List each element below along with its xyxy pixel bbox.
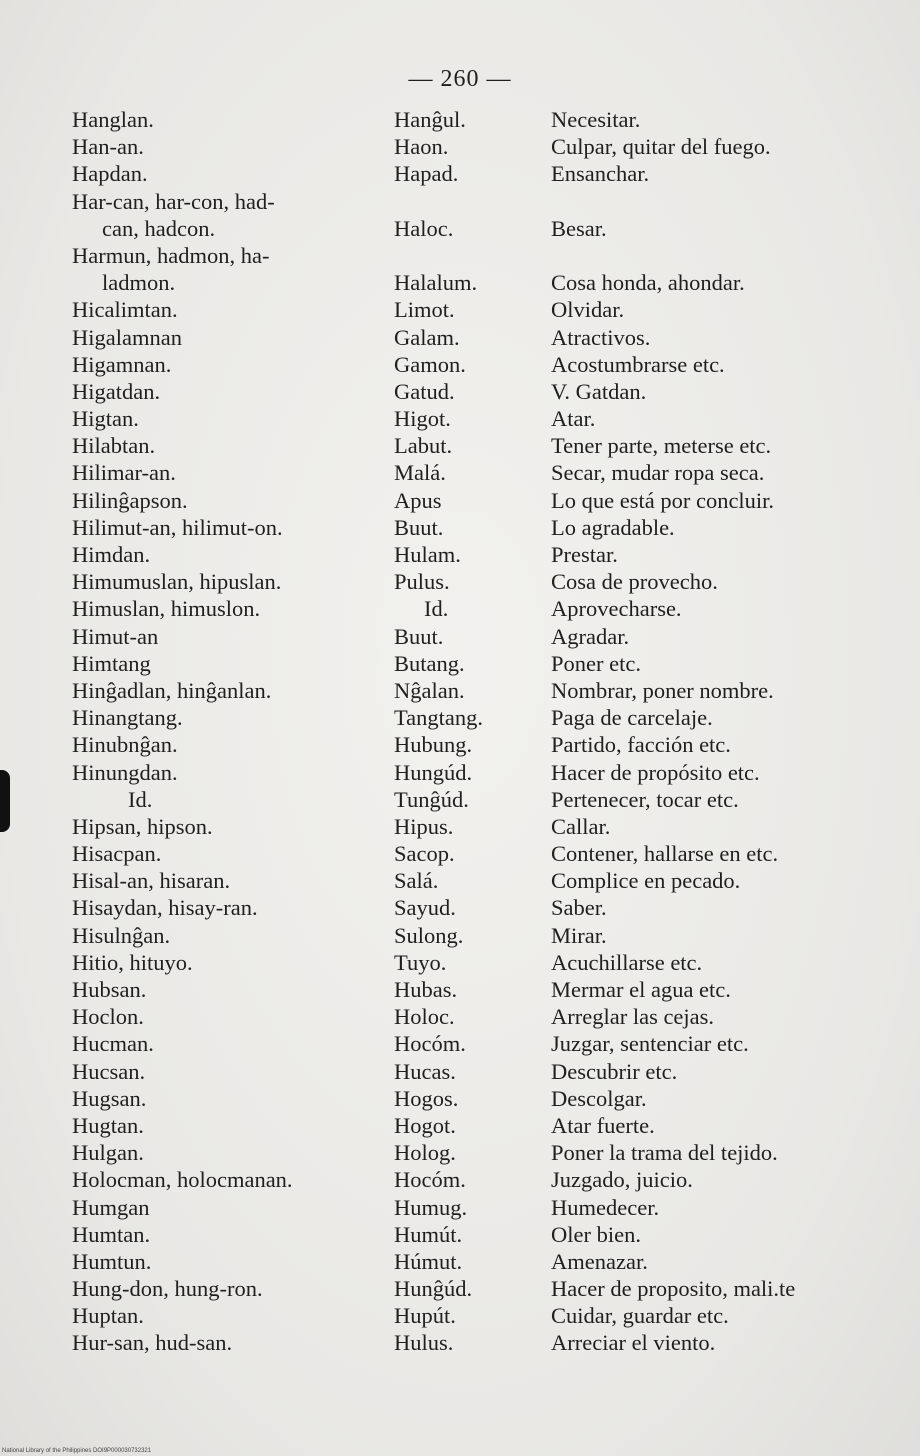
entry-definition: Culpar, quitar del fuego.: [551, 134, 771, 160]
entry-root-word: Butang.: [394, 650, 465, 676]
footer-credit: National Library of the Philippines DOI9P000030732321: [2, 1448, 152, 1454]
entry-term: [72, 867, 372, 894]
entry-term: [72, 922, 372, 949]
entry-term: [72, 541, 372, 568]
dictionary-entry: [0, 677, 920, 704]
entry-term: [72, 1003, 372, 1030]
entry-definition: Besar.: [551, 215, 607, 241]
entry-definition: Prestar.: [551, 542, 618, 568]
entry-root-word: Hanĝul.: [394, 107, 466, 132]
dictionary-entry: [0, 296, 920, 323]
entry-term-text: Hilimut-an, hilimut-on.: [72, 514, 283, 540]
entry-root-word: Hubung.: [394, 732, 473, 758]
dictionary-entry: [0, 1085, 920, 1112]
entry-root-word: Humút.: [394, 1221, 463, 1247]
entry-term: [72, 894, 372, 921]
entry-root-word: Nĝalan.: [394, 677, 465, 703]
entry-term: [72, 405, 372, 432]
entry-root-word: Galam.: [394, 324, 460, 350]
dictionary-entry: [0, 759, 920, 786]
dictionary-entry: [0, 1248, 920, 1275]
entry-term-text: Holocman, holocmanan.: [72, 1167, 293, 1193]
entry-definition: Aprovecharse.: [551, 596, 682, 622]
entry-term: [72, 160, 372, 187]
dictionary-entry: [0, 786, 920, 813]
entry-definition: Complice en pecado.: [551, 868, 741, 894]
entry-root-word: Tuyo.: [394, 949, 447, 975]
entry-term: [72, 242, 372, 296]
entry-definition: Ensanchar.: [551, 161, 650, 187]
entry-term-text: Hisacpan.: [72, 841, 162, 867]
entry-term-text: Humgan: [72, 1194, 150, 1220]
entry-term: [72, 1166, 372, 1193]
entry-term-text: Himuslan, himuslon.: [72, 596, 261, 622]
dictionary-entry: [0, 160, 920, 187]
entry-term: [72, 595, 372, 622]
dictionary-entry: [0, 1030, 920, 1057]
entry-definition: Arreciar el viento.: [551, 1330, 716, 1356]
entry-root-word: Buut.: [394, 623, 444, 649]
entry-root-word: Limot.: [394, 297, 455, 323]
entry-term-text: Hucman.: [72, 1031, 154, 1057]
entry-definition: Juzgado, juicio.: [551, 1167, 693, 1193]
dictionary-entry: [0, 704, 920, 731]
entry-definition: Cosa honda, ahondar.: [551, 270, 745, 296]
entry-term: [72, 296, 372, 323]
entry-root-word: Hulus.: [394, 1330, 454, 1356]
entry-term-text: Hilabtan.: [72, 433, 156, 459]
entry-root-word: Hupút.: [394, 1303, 456, 1329]
dictionary-entry: [0, 1329, 920, 1356]
entry-term-text: Hugsan.: [72, 1085, 147, 1111]
entry-definition: Juzgar, sentenciar etc.: [551, 1031, 749, 1057]
entry-term: [72, 623, 372, 650]
entry-root-word: Tunĝúd.: [394, 786, 469, 812]
entry-definition: Secar, mudar ropa seca.: [551, 460, 765, 486]
entry-definition: Acuchillarse etc.: [551, 949, 703, 975]
entry-term-text: Hicalimtan.: [72, 297, 178, 323]
entry-definition: Atar.: [551, 406, 596, 432]
entry-term-text: Id.: [128, 786, 153, 812]
entry-root-word: Id.: [424, 596, 449, 622]
dictionary-entry: [0, 324, 920, 351]
entry-definition: Callar.: [551, 813, 611, 839]
entry-term: [72, 949, 372, 976]
dictionary-entry: [0, 1058, 920, 1085]
entry-term-text: Himtang: [72, 650, 151, 676]
dictionary-entry: [0, 242, 920, 296]
entry-definition: Lo que está por concluir.: [551, 487, 775, 513]
entry-term: [72, 813, 372, 840]
entry-term-text: Hilinĝapson.: [72, 487, 188, 513]
entry-definition: Acostumbrarse etc.: [551, 351, 725, 377]
entry-root-word: Labut.: [394, 433, 453, 459]
entry-term: [72, 1194, 372, 1221]
entry-term-continuation: ladmon.: [102, 270, 176, 296]
entry-definition: Oler bien.: [551, 1221, 641, 1247]
entry-term: [72, 1275, 372, 1302]
entry-definition: Partido, facción etc.: [551, 732, 731, 758]
entry-term: [72, 514, 372, 541]
entry-term-text: Hinangtang.: [72, 705, 183, 731]
entry-root-word: Malá.: [394, 460, 446, 486]
entry-definition: Saber.: [551, 895, 607, 921]
dictionary-entry: [0, 922, 920, 949]
entry-definition: Arreglar las cejas.: [551, 1004, 715, 1030]
dictionary-entry: [0, 1166, 920, 1193]
dictionary-entry: [0, 949, 920, 976]
entry-term-text: Hucsan.: [72, 1058, 146, 1084]
entry-root-word: Apus: [394, 487, 442, 513]
entry-root-word: Hungúd.: [394, 759, 473, 785]
entry-term: [128, 786, 428, 813]
entry-definition: Necesitar.: [551, 107, 641, 132]
entry-term: [72, 677, 372, 704]
dictionary-entry: [0, 867, 920, 894]
entry-term: [72, 487, 372, 514]
entry-root-word: Hubas.: [394, 977, 458, 1003]
entry-term: [72, 1085, 372, 1112]
entry-term-text: Higtan.: [72, 406, 139, 432]
page-number: — 260 —: [408, 66, 512, 92]
entry-term: [72, 704, 372, 731]
entry-root-word: Hogos.: [394, 1085, 459, 1111]
entry-root-word: Holoc.: [394, 1004, 455, 1030]
entry-term-text: Hur-san, hud-san.: [72, 1330, 233, 1356]
dictionary-entry: [0, 432, 920, 459]
entry-root-word: Hocóm.: [394, 1031, 466, 1057]
entry-term: [72, 568, 372, 595]
entry-definition: Lo agradable.: [551, 514, 675, 540]
entry-term-text: Hisaydan, hisay-ran.: [72, 895, 258, 921]
entry-term: [72, 1139, 372, 1166]
entry-root-word: Halalum.: [394, 270, 478, 296]
dictionary-entry: [0, 1221, 920, 1248]
dictionary-entry: [0, 976, 920, 1003]
entry-definition: Cosa de provecho.: [551, 569, 718, 595]
dictionary-entries: [0, 106, 920, 1357]
dictionary-entry: [0, 623, 920, 650]
entry-term-text: Hinubnĝan.: [72, 732, 178, 758]
entry-root-word: Higot.: [394, 406, 451, 432]
entry-term-text: Higatdan.: [72, 378, 161, 404]
entry-root-word: Pulus.: [394, 569, 450, 595]
entry-term-text: Hugtan.: [72, 1112, 144, 1138]
dictionary-entry: [0, 378, 920, 405]
entry-root-word: Sayud.: [394, 895, 456, 921]
entry-term: [72, 1221, 372, 1248]
dictionary-entry: [0, 1112, 920, 1139]
entry-root-word: Haon.: [394, 134, 449, 160]
dictionary-entry: [0, 813, 920, 840]
entry-term: [72, 1302, 372, 1329]
entry-term-text: Han-an.: [72, 134, 144, 160]
entry-term: [72, 378, 372, 405]
entry-root-word: Salá.: [394, 868, 439, 894]
entry-term-text: Humtun.: [72, 1248, 152, 1274]
entry-term-text: Hoclon.: [72, 1004, 144, 1030]
dictionary-entry: [0, 541, 920, 568]
entry-root-word: Haloc.: [394, 215, 454, 241]
entry-definition: Contener, hallarse en etc.: [551, 841, 779, 867]
entry-term-text: Hitio, hituyo.: [72, 949, 193, 975]
entry-term-text: Higalamnan: [72, 324, 182, 350]
dictionary-entry: [0, 459, 920, 486]
entry-root-word: Hunĝúd.: [394, 1276, 473, 1302]
entry-term: [72, 1329, 372, 1356]
entry-term: [72, 432, 372, 459]
entry-root-word: Humug.: [394, 1194, 468, 1220]
entry-term-text: Hisulnĝan.: [72, 922, 171, 948]
entry-term-text: Hubsan.: [72, 977, 147, 1003]
entry-term-continuation: can, hadcon.: [102, 215, 216, 241]
entry-term-text: Hung-don, hung-ron.: [72, 1276, 263, 1302]
dictionary-entry: [0, 894, 920, 921]
entry-term-text: Huptan.: [72, 1303, 144, 1329]
entry-definition: Atar fuerte.: [551, 1112, 655, 1138]
entry-root-word: Hocóm.: [394, 1167, 466, 1193]
entry-term-text: Humtan.: [72, 1221, 151, 1247]
entry-definition: Descubrir etc.: [551, 1058, 678, 1084]
entry-root-word: Sacop.: [394, 841, 455, 867]
entry-definition: V. Gatdan.: [551, 378, 647, 404]
entry-term: [72, 106, 372, 133]
entry-definition: Hacer de proposito, mali.te: [551, 1276, 796, 1302]
dictionary-entry: [0, 1302, 920, 1329]
entry-term: [72, 976, 372, 1003]
entry-root-word: Sulong.: [394, 922, 464, 948]
dictionary-entry: [0, 595, 920, 622]
entry-term-text: Hipsan, hipson.: [72, 813, 213, 839]
entry-definition: Tener parte, meterse etc.: [551, 433, 772, 459]
entry-root-word: Hucas.: [394, 1058, 456, 1084]
entry-root-word: Buut.: [394, 514, 444, 540]
entry-term-text: Hinungdan.: [72, 759, 178, 785]
entry-term-text: Hapdan.: [72, 161, 148, 187]
entry-definition: Mirar.: [551, 922, 607, 948]
dictionary-entry: [0, 731, 920, 758]
entry-root-word: Gamon.: [394, 351, 466, 377]
entry-term-text: Hilimar-an.: [72, 460, 176, 486]
dictionary-entry: [0, 514, 920, 541]
entry-definition: Descolgar.: [551, 1085, 647, 1111]
entry-definition: Atractivos.: [551, 324, 651, 350]
entry-root-word: Hapad.: [394, 161, 459, 187]
entry-term: [72, 351, 372, 378]
entry-term: [72, 133, 372, 160]
entry-definition: Nombrar, poner nombre.: [551, 677, 774, 703]
dictionary-entry: [0, 840, 920, 867]
entry-term: [72, 1030, 372, 1057]
entry-definition: Olvidar.: [551, 297, 625, 323]
entry-root-word: Gatud.: [394, 378, 455, 404]
entry-term-text: Hinĝadlan, hinĝanlan.: [72, 677, 272, 703]
entry-root-word: Hogot.: [394, 1112, 456, 1138]
dictionary-entry: [0, 1139, 920, 1166]
dictionary-entry: [0, 568, 920, 595]
entry-term: [72, 1112, 372, 1139]
entry-term: [72, 840, 372, 867]
entry-term: [72, 324, 372, 351]
entry-definition: Poner etc.: [551, 650, 641, 676]
dictionary-entry: [0, 351, 920, 378]
entry-term-text: Hulgan.: [72, 1140, 144, 1166]
entry-definition: Mermar el agua etc.: [551, 977, 731, 1003]
dictionary-entry: [0, 1003, 920, 1030]
entry-term-text: Himut-an: [72, 623, 159, 649]
dictionary-entry: [0, 1194, 920, 1221]
entry-term: [72, 188, 372, 242]
entry-root-word: Hulam.: [394, 542, 461, 568]
entry-term: [72, 1248, 372, 1275]
entry-definition: Agradar.: [551, 623, 630, 649]
entry-term: [72, 759, 372, 786]
entry-definition: Amenazar.: [551, 1248, 648, 1274]
entry-term-text: Hisal-an, hisaran.: [72, 868, 231, 894]
entry-term-text: Harmun, hadmon, ha-: [72, 242, 270, 268]
entry-definition: Pertenecer, tocar etc.: [551, 786, 739, 812]
entry-definition: Hacer de propósito etc.: [551, 759, 760, 785]
entry-term-text: Har-can, har-con, had-: [72, 188, 275, 214]
entry-term-text: Hanglan.: [72, 107, 154, 132]
entry-definition: Humedecer.: [551, 1194, 660, 1220]
entry-term-text: Himumuslan, hipuslan.: [72, 569, 282, 595]
entry-term-text: Himdan.: [72, 542, 151, 568]
entry-term: [72, 731, 372, 758]
entry-root-word: Holog.: [394, 1140, 456, 1166]
entry-root-word: Hipus.: [394, 813, 454, 839]
entry-definition: Poner la trama del tejido.: [551, 1140, 778, 1166]
entry-root-word: Tangtang.: [394, 705, 484, 731]
entry-term: [72, 459, 372, 486]
dictionary-entry: [0, 133, 920, 160]
entry-definition: Cuidar, guardar etc.: [551, 1303, 729, 1329]
dictionary-entry: [0, 188, 920, 242]
dictionary-entry: [0, 106, 920, 133]
entry-term: [72, 650, 372, 677]
entry-root-word: Húmut.: [394, 1248, 463, 1274]
entry-definition: Paga de carcelaje.: [551, 705, 713, 731]
entry-term: [72, 1058, 372, 1085]
entry-term-text: Higamnan.: [72, 351, 172, 377]
dictionary-entry: [0, 650, 920, 677]
dictionary-entry: [0, 1275, 920, 1302]
dictionary-entry: [0, 487, 920, 514]
dictionary-entry: [0, 405, 920, 432]
